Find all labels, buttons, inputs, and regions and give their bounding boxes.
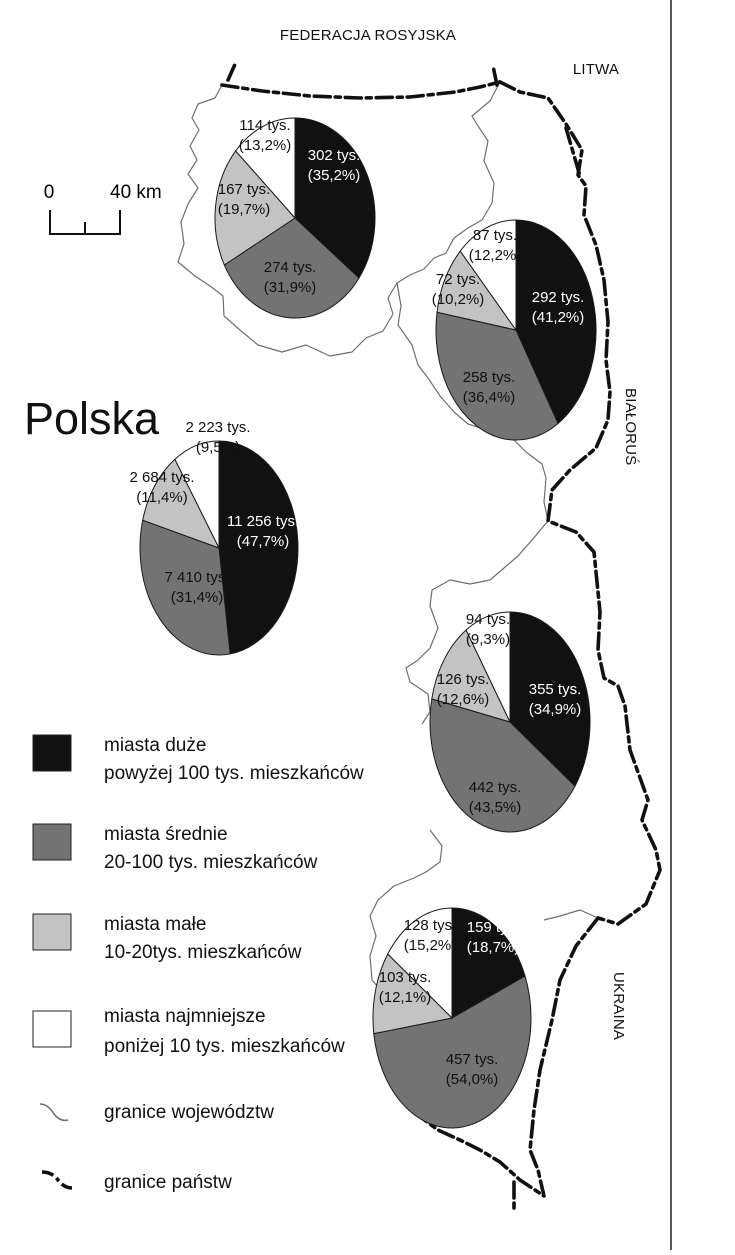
pie-label-value-north-smallest: 114 tys.	[239, 117, 291, 134]
pie-label-value-middle-smallest: 94 tys.	[465, 611, 511, 628]
pie-label-percent-poland-small: (11,4%)	[136, 489, 188, 506]
pie-label-percent-north-small: (19,7%)	[217, 201, 271, 218]
pie-chart-middle	[430, 611, 590, 832]
scale-bar	[44, 182, 162, 234]
pie-label-value-northeast-small: 72 tys.	[435, 271, 481, 288]
pie-label-value-south-smallest: 128 tys.	[403, 917, 457, 934]
pie-label-percent-northeast-large: (41,2%)	[531, 309, 585, 326]
legend-symbol-voivodeship-border	[40, 1104, 68, 1120]
pie-label-percent-north-smallest: (13,2%)	[238, 137, 292, 154]
pie-label-value-poland-smallest: 2 223 tys.	[185, 419, 251, 436]
pie-label-value-northeast-large: 292 tys.	[531, 289, 585, 306]
legend-label-state-borders: granice państw	[104, 1172, 232, 1193]
pie-label-value-poland-medium: 7 410 tys.	[164, 569, 230, 586]
scale-distance-label: 40 km	[110, 182, 162, 203]
pie-label-value-poland-large: 11 256 tys.	[226, 513, 300, 530]
legend-swatch-large-cities	[33, 735, 71, 771]
pie-label-percent-north-medium: (31,9%)	[263, 279, 317, 296]
legend-label-smallest-cities-line2: poniżej 10 tys. mieszkańców	[104, 1036, 345, 1057]
pie-label-percent-northeast-small: (10,2%)	[431, 291, 485, 308]
pie-chart-northeast	[432, 220, 596, 440]
pie-label-value-south-small: 103 tys.	[378, 969, 432, 986]
legend-label-medium-cities-line2: 20-100 tys. mieszkańców	[104, 852, 318, 873]
pie-chart-south	[373, 908, 531, 1128]
pie-label-percent-south-smallest: (15,2%)	[403, 937, 457, 954]
pie-label-percent-poland-medium: (31,4%)	[170, 589, 224, 606]
pie-label-percent-middle-smallest: (9,3%)	[465, 631, 511, 648]
pie-label-percent-poland-large: (47,7%)	[236, 533, 290, 550]
pie-label-percent-northeast-smallest: (12,2%)	[468, 247, 522, 264]
country-label-ukraine: UKRAINA	[610, 972, 627, 1041]
pie-label-percent-middle-small: (12,6%)	[436, 691, 490, 708]
legend-label-small-cities-line2: 10-20tys. mieszkańców	[104, 942, 302, 963]
pie-label-value-north-small: 167 tys.	[217, 181, 271, 198]
pie-chart-north	[215, 117, 375, 318]
scale-zero-label: 0	[43, 182, 55, 203]
legend	[33, 735, 364, 1193]
state-border-north	[222, 82, 500, 98]
voivodeship-border-east-connector	[544, 910, 598, 920]
pie-chart-poland	[129, 419, 299, 655]
legend-label-medium-cities-line1: miasta średnie	[104, 824, 228, 845]
pie-label-percent-south-medium: (54,0%)	[445, 1071, 499, 1088]
legend-label-small-cities-line1: miasta małe	[104, 914, 207, 935]
scale-bar-line	[50, 210, 120, 234]
pie-label-value-south-medium: 457 tys.	[445, 1051, 499, 1068]
pie-label-percent-northeast-medium: (36,4%)	[462, 389, 516, 406]
pie-label-value-middle-large: 355 tys.	[528, 681, 582, 698]
pie-label-percent-north-large: (35,2%)	[307, 167, 361, 184]
country-label-belarus: BIAŁORUŚ	[622, 388, 639, 466]
state-border-stub-north	[228, 62, 236, 80]
pie-label-percent-middle-large: (34,9%)	[528, 701, 582, 718]
legend-swatch-medium-cities	[33, 824, 71, 860]
pie-label-value-north-medium: 274 tys.	[263, 259, 317, 276]
pie-label-value-poland-small: 2 684 tys.	[129, 469, 195, 486]
pie-label-value-south-large: 159 tys.	[466, 919, 520, 936]
pie-label-value-northeast-medium: 258 tys.	[462, 369, 516, 386]
legend-swatch-smallest-cities	[33, 1011, 71, 1047]
legend-symbol-state-border	[42, 1172, 72, 1188]
pie-label-percent-middle-medium: (43,5%)	[468, 799, 522, 816]
pie-charts	[129, 117, 596, 1128]
legend-label-smallest-cities-line1: miasta najmniejsze	[104, 1006, 266, 1027]
pie-label-percent-south-small: (12,1%)	[378, 989, 432, 1006]
legend-swatch-small-cities	[33, 914, 71, 950]
pie-label-value-middle-small: 126 tys.	[436, 671, 490, 688]
pie-label-percent-poland-smallest: (9,5%)	[195, 439, 241, 456]
pie-label-value-northeast-smallest: 87 tys.	[472, 227, 518, 244]
legend-label-voivodeship-borders: granice województw	[104, 1102, 275, 1123]
pie-label-value-north-large: 302 tys.	[307, 147, 361, 164]
poland-title: Polska	[24, 393, 160, 444]
legend-label-large-cities-line1: miasta duże	[104, 735, 207, 756]
pie-label-percent-south-large: (18,7%)	[466, 939, 520, 956]
country-label-lithuania: LITWA	[572, 61, 620, 78]
legend-label-large-cities-line2: powyżej 100 tys. mieszkańców	[104, 763, 364, 784]
pie-label-value-middle-medium: 442 tys.	[468, 779, 522, 796]
country-label-russia: FEDERACJA ROSYJSKA	[279, 27, 457, 44]
